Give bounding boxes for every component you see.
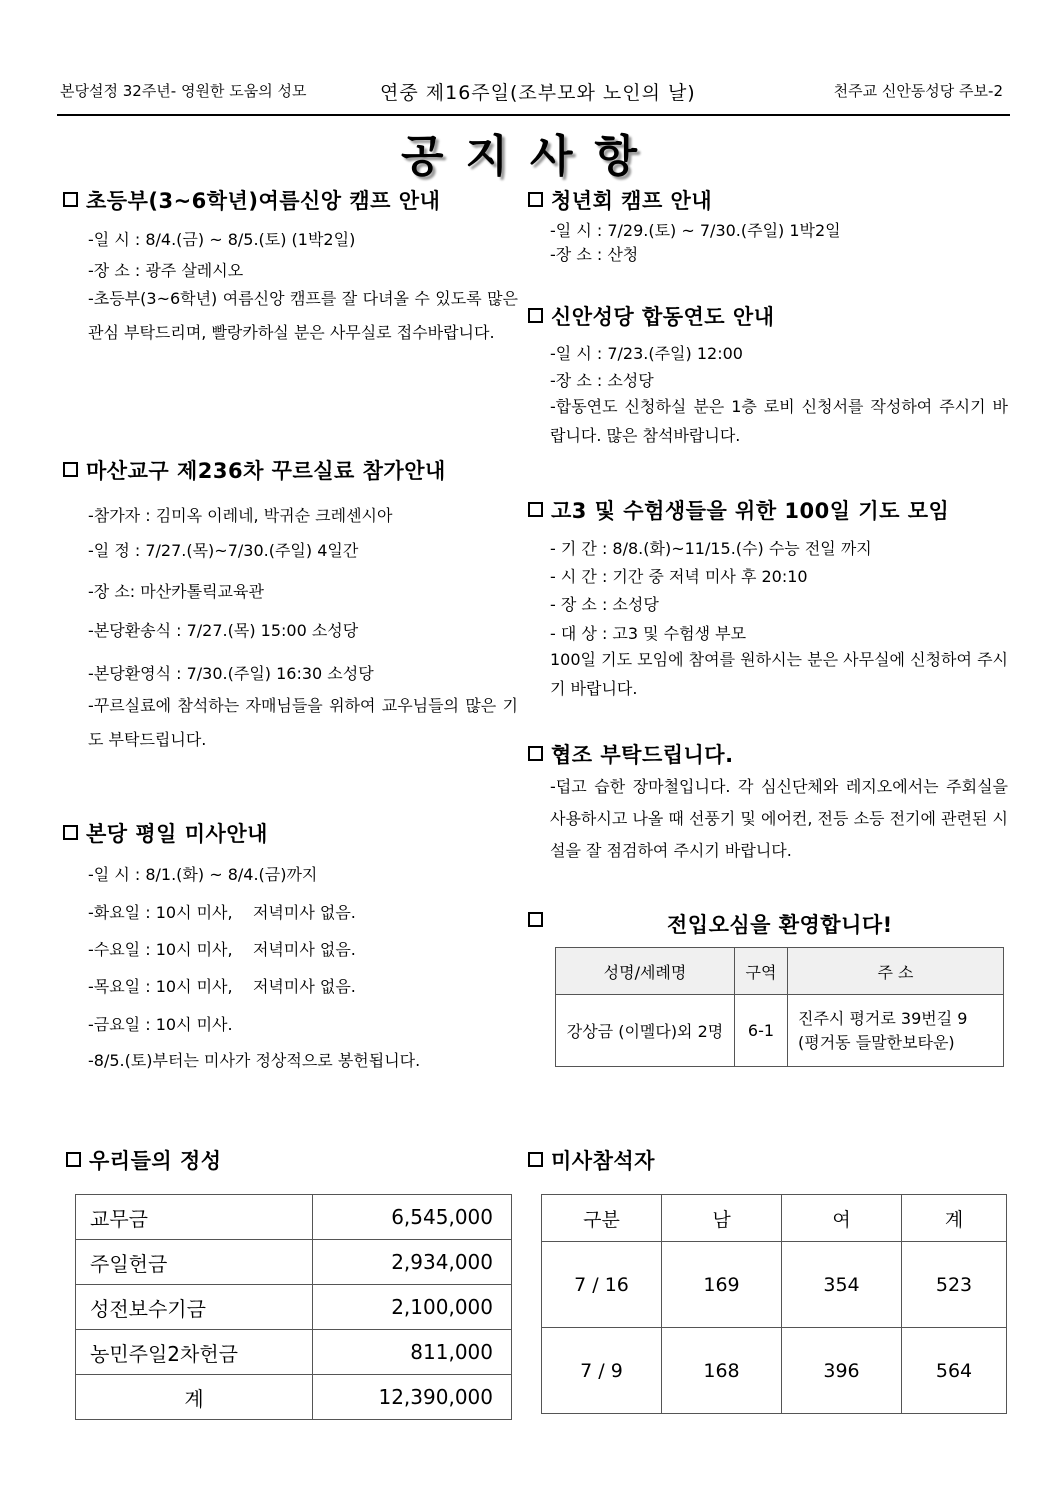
checkbox-icon: [63, 462, 78, 477]
checkbox-icon: [528, 912, 543, 927]
cursillo-schedule: -일 정 : 7/27.(목)~7/30.(주일) 4일간: [88, 541, 359, 560]
checkbox-icon: [528, 502, 543, 517]
checkbox-icon: [66, 1152, 81, 1167]
joint-heading: 신안성당 합동연도 안내: [528, 301, 774, 331]
table-header: 주 소: [788, 948, 1004, 995]
cursillo-place: -장 소: 마산카톨릭교육관: [88, 582, 264, 601]
newcomers-box: [528, 909, 551, 933]
offering-heading: 우리들의 정성: [66, 1145, 222, 1175]
weekday-item: -수요일 : 10시 미사, 저녁미사 없음.: [88, 940, 356, 959]
camp-heading: 초등부(3~6학년)여름신앙 캠프 안내: [63, 185, 440, 215]
camp-place: -장 소 : 광주 살레시오: [88, 261, 244, 280]
camp-date: -일 시 : 8/4.(금) ~ 8/5.(토) (1박2일): [88, 230, 356, 249]
attendance-date: 7 / 9: [542, 1328, 662, 1414]
checkbox-icon: [528, 192, 543, 207]
page-title: 공지사항: [400, 131, 659, 182]
weekday-heading: 본당 평일 미사안내: [63, 818, 268, 848]
cursillo-participants: -참가자 : 김미옥 이레네, 박귀순 크레센시아: [88, 506, 393, 525]
youth-heading: 청년회 캠프 안내: [528, 185, 712, 215]
attendance-male: 169: [662, 1242, 782, 1328]
attendance-date: 7 / 16: [542, 1242, 662, 1328]
table-header: 구분: [542, 1195, 662, 1242]
table-row: [76, 1330, 512, 1375]
newcomer-address: 진주시 평거로 39번길 9 (평거동 들말한보타운): [788, 995, 1004, 1067]
joint-date: -일 시 : 7/23.(주일) 12:00: [550, 344, 743, 363]
newcomers-table: [555, 947, 1004, 1067]
offering-label: 농민주일2차헌금: [76, 1330, 313, 1375]
attendance-total: 564: [902, 1328, 1007, 1414]
weekday-item: -8/5.(토)부터는 미사가 정상적으로 봉헌됩니다.: [88, 1051, 421, 1070]
offering-table: [75, 1194, 512, 1420]
checkbox-icon: [528, 746, 543, 761]
weekday-date: -일 시 : 8/1.(화) ~ 8/4.(금)까지: [88, 865, 318, 884]
youth-date: -일 시 : 7/29.(토) ~ 7/30.(주일) 1박2일: [550, 221, 841, 240]
header-rule: [57, 114, 1010, 116]
attendance-heading: 미사참석자: [528, 1145, 655, 1175]
attendance-female: 354: [782, 1242, 902, 1328]
checkbox-icon: [63, 192, 78, 207]
joint-body: -합동연도 신청하실 분은 1층 로비 신청서를 작성하여 주시기 바랍니다. 많은 참석바랍니다.: [550, 397, 1008, 445]
table-row: [76, 1285, 512, 1330]
table-row: [542, 1328, 1007, 1414]
youth-place: -장 소 : 산청: [550, 245, 639, 264]
cursillo-heading: 마산교구 제236차 꾸르실료 참가안내: [63, 455, 446, 485]
table-row: [542, 1242, 1007, 1328]
offering-value: 2,100,000: [313, 1285, 512, 1330]
checkbox-icon: [63, 825, 78, 840]
newcomer-zone: 6-1: [735, 995, 788, 1067]
offering-total-value: 12,390,000: [313, 1375, 512, 1420]
table-row: [556, 995, 1004, 1067]
attendance-male: 168: [662, 1328, 782, 1414]
table-header: 남: [662, 1195, 782, 1242]
offering-label: 성전보수기금: [76, 1285, 313, 1330]
offering-value: 6,545,000: [313, 1195, 512, 1240]
checkbox-icon: [528, 1152, 543, 1167]
weekday-item: -화요일 : 10시 미사, 저녁미사 없음.: [88, 903, 356, 922]
cursillo-welcome: -본당환영식 : 7/30.(주일) 16:30 소성당: [88, 664, 374, 683]
prayer-period: - 기 간 : 8/8.(화)~11/15.(수) 수능 전일 까지: [550, 539, 872, 558]
newcomer-name: 강상금 (이멜다)외 2명: [556, 995, 735, 1067]
table-row: [556, 948, 1004, 995]
weekday-item: -목요일 : 10시 미사, 저녁미사 없음.: [88, 977, 356, 996]
offering-label: 교무금: [76, 1195, 313, 1240]
prayer-body: 100일 기도 모임에 참여를 원하시는 분은 사무실에 신청하여 주시기 바랍니다.: [550, 650, 1008, 698]
offering-value: 811,000: [313, 1330, 512, 1375]
coop-heading: 협조 부탁드립니다.: [528, 739, 734, 769]
coop-body: -덥고 습한 장마철입니다. 각 심신단체와 레지오에서는 주회실을 사용하시고 나올 때 선풍기 및 에어컨, 전등 소등 전기에 관련된 시설을 잘 점검하여 주시기 바랍니다.: [550, 777, 1008, 860]
table-row: [76, 1240, 512, 1285]
newcomers-heading: 전입오심을 환영합니다!: [667, 913, 893, 937]
cursillo-body: -꾸르실료에 참석하는 자매님들을 위하여 교우님들의 많은 기도 부탁드립니다.: [88, 696, 518, 749]
checkbox-icon: [528, 308, 543, 323]
cursillo-sendoff: -본당환송식 : 7/27.(목) 15:00 소성당: [88, 621, 359, 640]
offering-total-label: 계: [76, 1375, 313, 1420]
table-row: [76, 1375, 512, 1420]
table-header: 구역: [735, 948, 788, 995]
attendance-table: [541, 1194, 1007, 1414]
table-row: [542, 1195, 1007, 1242]
prayer-heading: 고3 및 수험생들을 위한 100일 기도 모임: [528, 495, 949, 525]
header-right: 천주교 신안동성당 주보-2: [833, 82, 1003, 100]
weekday-item: -금요일 : 10시 미사.: [88, 1015, 233, 1034]
attendance-total: 523: [902, 1242, 1007, 1328]
joint-place: -장 소 : 소성당: [550, 371, 654, 390]
header-left: 본당설정 32주년- 영원한 도움의 성모: [60, 82, 307, 100]
attendance-female: 396: [782, 1328, 902, 1414]
table-header: 성명/세례명: [556, 948, 735, 995]
table-header: 여: [782, 1195, 902, 1242]
prayer-target: - 대 상 : 고3 및 수험생 부모: [550, 624, 747, 643]
camp-body: -초등부(3~6학년) 여름신앙 캠프를 잘 다녀올 수 있도록 많은 관심 부탁드리며, 빨랑카하실 분은 사무실로 접수바랍니다.: [88, 289, 518, 342]
header-center: 연중 제16주일(조부모와 노인의 날): [380, 82, 696, 104]
table-header: 계: [902, 1195, 1007, 1242]
offering-label: 주일헌금: [76, 1240, 313, 1285]
table-row: [76, 1195, 512, 1240]
offering-value: 2,934,000: [313, 1240, 512, 1285]
prayer-time: - 시 간 : 기간 중 저녁 미사 후 20:10: [550, 567, 808, 586]
prayer-place: - 장 소 : 소성당: [550, 595, 659, 614]
